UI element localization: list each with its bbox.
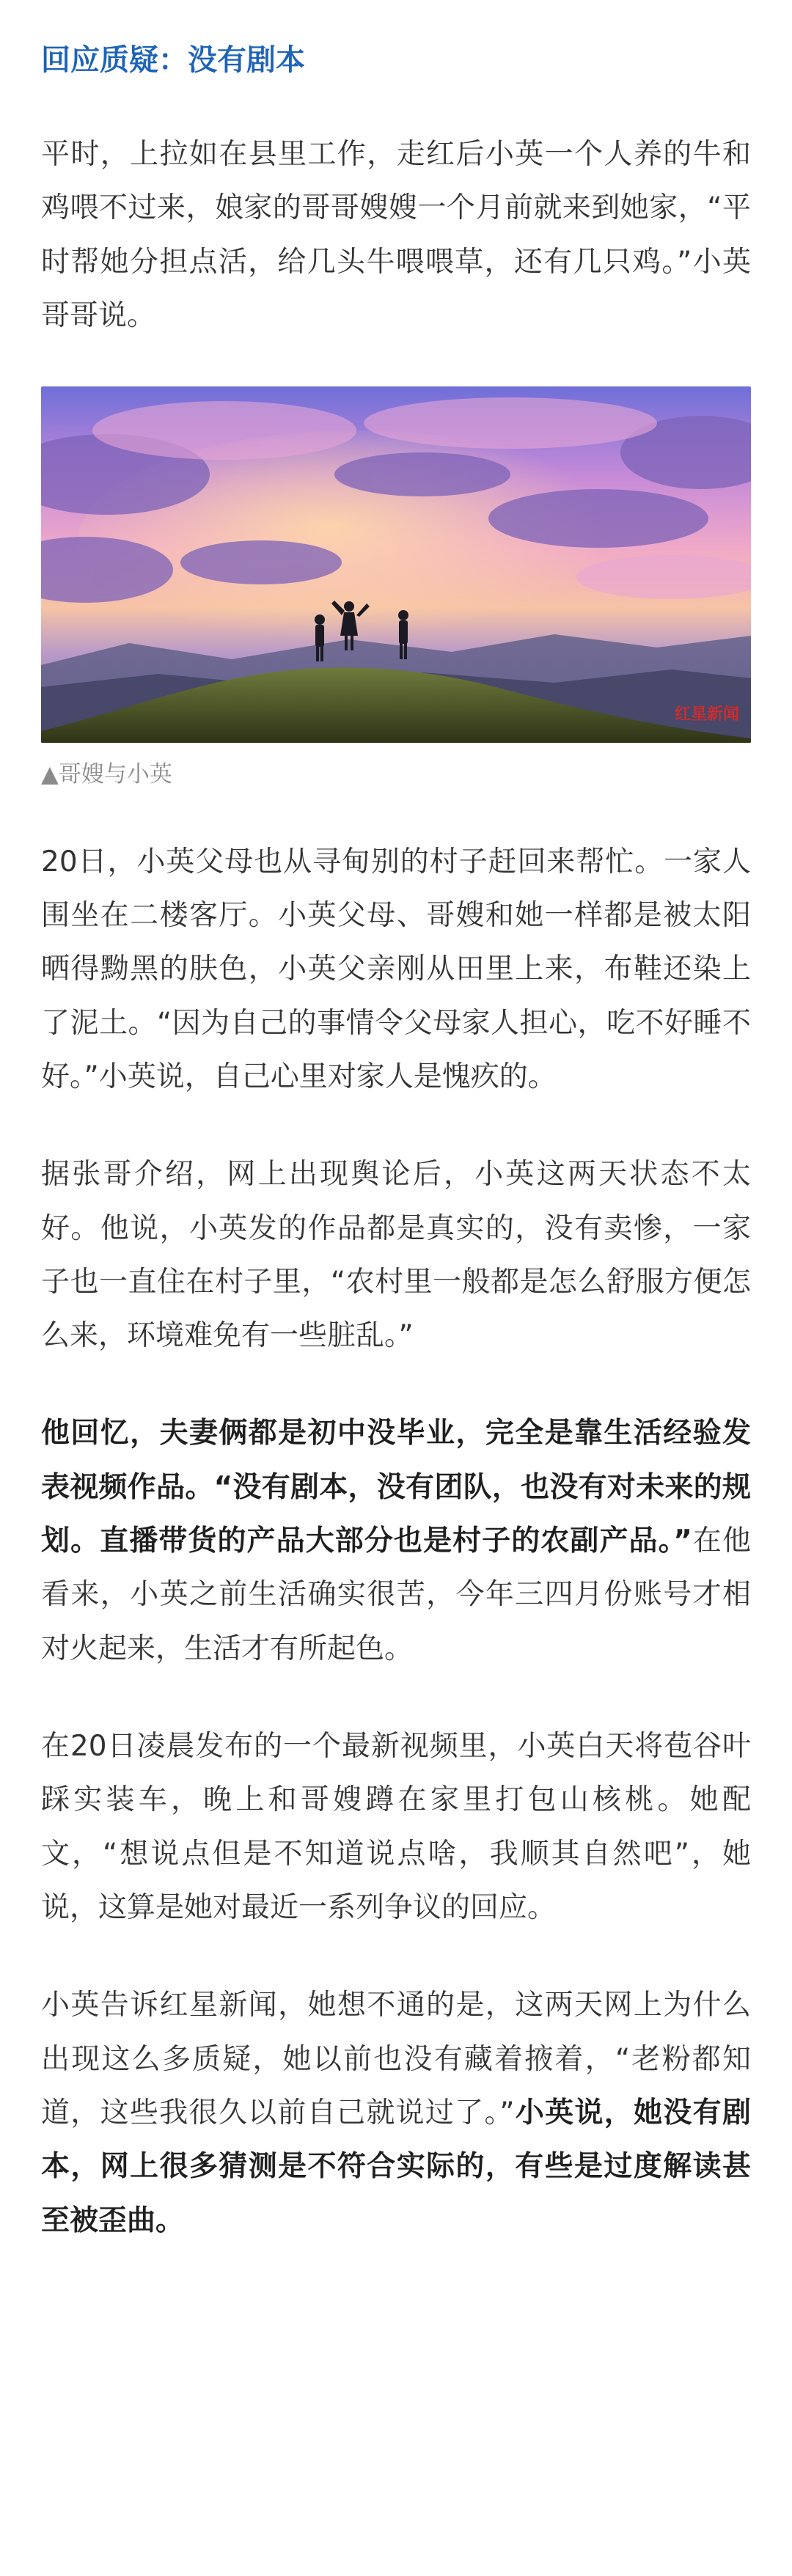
paragraph-6-text: 小英告诉红星新闻，她想不通的是，这两天网上为什么出现这么多质疑，她以前也没有藏着掖着，“老粉都知道，这些我很久以前自己就说过了。”: [41, 1989, 751, 2129]
paragraph-1: 平时，上拉如在县里工作，走红后小英一个人养的牛和鸡喂不过来，娘家的哥哥嫂嫂一个月前就来到她家，“平时帮她分担点活，给几头牛喂喂草，还有几只鸡。”小英哥哥说。: [41, 138, 751, 332]
figure-caption: ▲哥嫂与小英: [41, 761, 172, 788]
section-heading: 回应质疑：没有剧本: [41, 43, 305, 77]
photo-sunset-hill[interactable]: [41, 386, 751, 743]
paragraph-4: [41, 1406, 751, 1676]
paragraph-4-text: 在他看来，小英之前生活确实很苦，今年三四月份账号才相对火起来，生活才有所起色。: [41, 1524, 751, 1665]
paragraph-3: 据张哥介绍，网上出现舆论后，小英这两天状态不太好。他说，小英发的作品都是真实的，没有卖惨，一家子也一直住在村子里，“农村里一般都是怎么舒服方便怎么来，环境难免有一些脏乱。”: [41, 1158, 751, 1353]
photo-illustration: [41, 386, 751, 743]
paragraph-6: [41, 1978, 751, 2247]
paragraph-6-bold: 小英说，她没有剧本，网上很多猜测是不符合实际的，有些是过度解读甚至被歪曲。: [41, 2096, 751, 2237]
paragraph-5: 在20日凌晨发布的一个最新视频里，小英白天将苞谷叶踩实装车，晚上和哥嫂蹲在家里打包山核桃。她配文，“想说点但是不知道说点啥，我顺其自然吧”，她说，这算是她对最近一系列争议的回应。: [41, 1730, 751, 1924]
paragraph-2: 20日，小英父母也从寻甸别的村子赶回来帮忙。一家人围坐在二楼客厅。小英父母、哥嫂和她一样都是被太阳晒得黝黑的肤色，小英父亲刚从田里上来，布鞋还染上了泥土。“因为自己的事情令父母家人担心，吃不好睡不好。”小英说，自己心里对家人是愧疚的。: [41, 845, 751, 1093]
figure: [41, 386, 751, 790]
paragraph-4-bold: 他回忆，夫妻俩都是初中没毕业，完全是靠生活经验发表视频作品。“没有剧本，没有团队，也没有对未来的规划。直播带货的产品大部分也是村子的农副产品。”: [41, 1417, 751, 1558]
watermark-logo: [673, 697, 741, 727]
svg-text:红星新闻: 红星新闻: [675, 705, 740, 724]
